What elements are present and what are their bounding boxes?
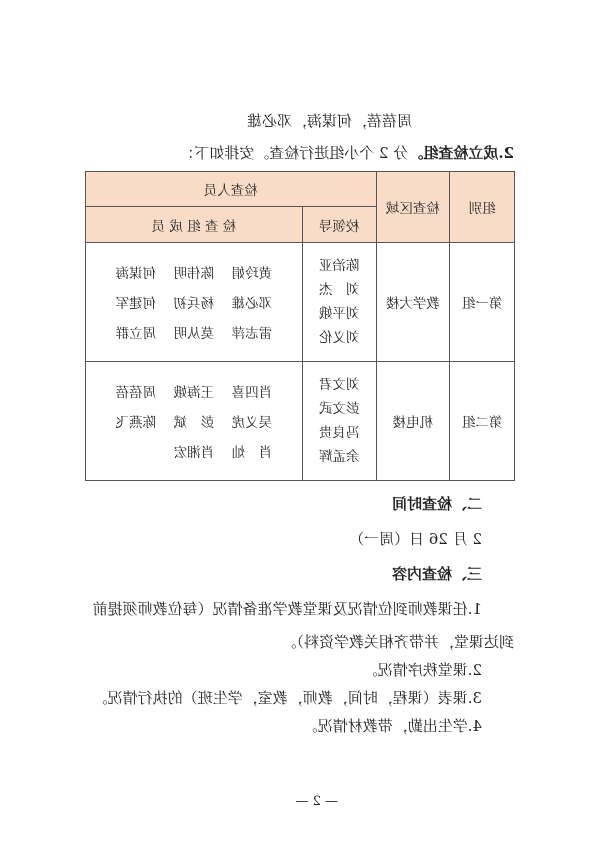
header-staff: 检查人员 (86, 172, 377, 207)
content-item-4: 4.学生出勤，带教材情况。 (302, 717, 482, 735)
row-2-group: 第二组 (450, 362, 515, 481)
member-name: 周立群 (115, 326, 157, 342)
content-item-3: 3.课表（课程，时间，教师，教室，学生班）的执行情况。 (92, 689, 482, 707)
content-item-2: 2.课堂秩序情况。 (362, 661, 482, 679)
leader-name: 冯良贵 (318, 425, 360, 441)
table-row (86, 362, 515, 481)
leader-name: 刘文君 (318, 377, 360, 393)
member-name: 何谋海 (115, 266, 157, 282)
member-name: 肖湘宏 (173, 445, 215, 461)
section-2-heading: 2.成立检查组。 (408, 144, 514, 162)
section-2-line (179, 143, 514, 163)
content-item-1-line-1: 1.任课教师到位情况及课堂教学准备情况（每位教师须提前 (92, 600, 482, 618)
row-1-area: 教学大楼 (376, 243, 450, 362)
leader-name: 刘 杰 (318, 282, 360, 298)
member-name (107, 441, 165, 461)
row-1-leaders (302, 243, 376, 362)
table-row (86, 243, 515, 362)
member-name: 陈燕飞 (115, 415, 157, 431)
member-name: 雷志萍 (231, 326, 273, 342)
row-1-members (86, 243, 303, 362)
member-name: 杨兵初 (173, 296, 215, 312)
content-item-1-line-2: 到达课堂，并带齐相关教学资料）。 (281, 633, 514, 651)
inspection-table (85, 171, 515, 481)
leader-name: 刘义伦 (318, 330, 360, 346)
header-members: 检 查 组 成 员 (86, 207, 303, 243)
header-leaders: 校领导 (302, 207, 376, 243)
member-name: 肖四喜 (231, 385, 273, 401)
member-name: 肖 灿 (231, 445, 273, 461)
member-name: 王海娥 (173, 385, 215, 401)
member-name: 彭 斌 (173, 415, 215, 431)
member-name: 邓必雄 (231, 296, 273, 312)
member-name: 莫从明 (173, 326, 215, 342)
row-2-area: 机电楼 (376, 362, 450, 481)
row-2-leaders (302, 362, 376, 481)
section-two-heading: 二、检查时间 (391, 495, 482, 513)
leader-name: 余孟辉 (318, 449, 360, 465)
header-area: 检查区域 (376, 172, 450, 243)
header-group: 组别 (450, 172, 515, 243)
leader-name: 陈治亚 (318, 258, 360, 274)
section-2-text: 分 2 个小组进行检查。安排如下： (179, 144, 409, 162)
leader-name: 彭文武 (318, 401, 360, 417)
member-name: 陈伟明 (173, 266, 215, 282)
member-name: 何建军 (115, 296, 157, 312)
page-number: — 2 — (295, 794, 338, 809)
row-2-members (86, 362, 303, 481)
row-1-group: 第一组 (450, 243, 515, 362)
member-name: 吴义虎 (231, 415, 273, 431)
leader-name: 刘平娥 (318, 306, 360, 322)
member-name: 黄玲娟 (231, 266, 273, 282)
inspection-date: 2 月 26 日（周一） (349, 530, 482, 548)
section-three-heading: 三、检查内容 (391, 565, 482, 583)
member-name: 周蓓蓓 (115, 385, 157, 401)
intro-names: 周蓓蓓，何谋海，邓必雄 (246, 112, 412, 130)
